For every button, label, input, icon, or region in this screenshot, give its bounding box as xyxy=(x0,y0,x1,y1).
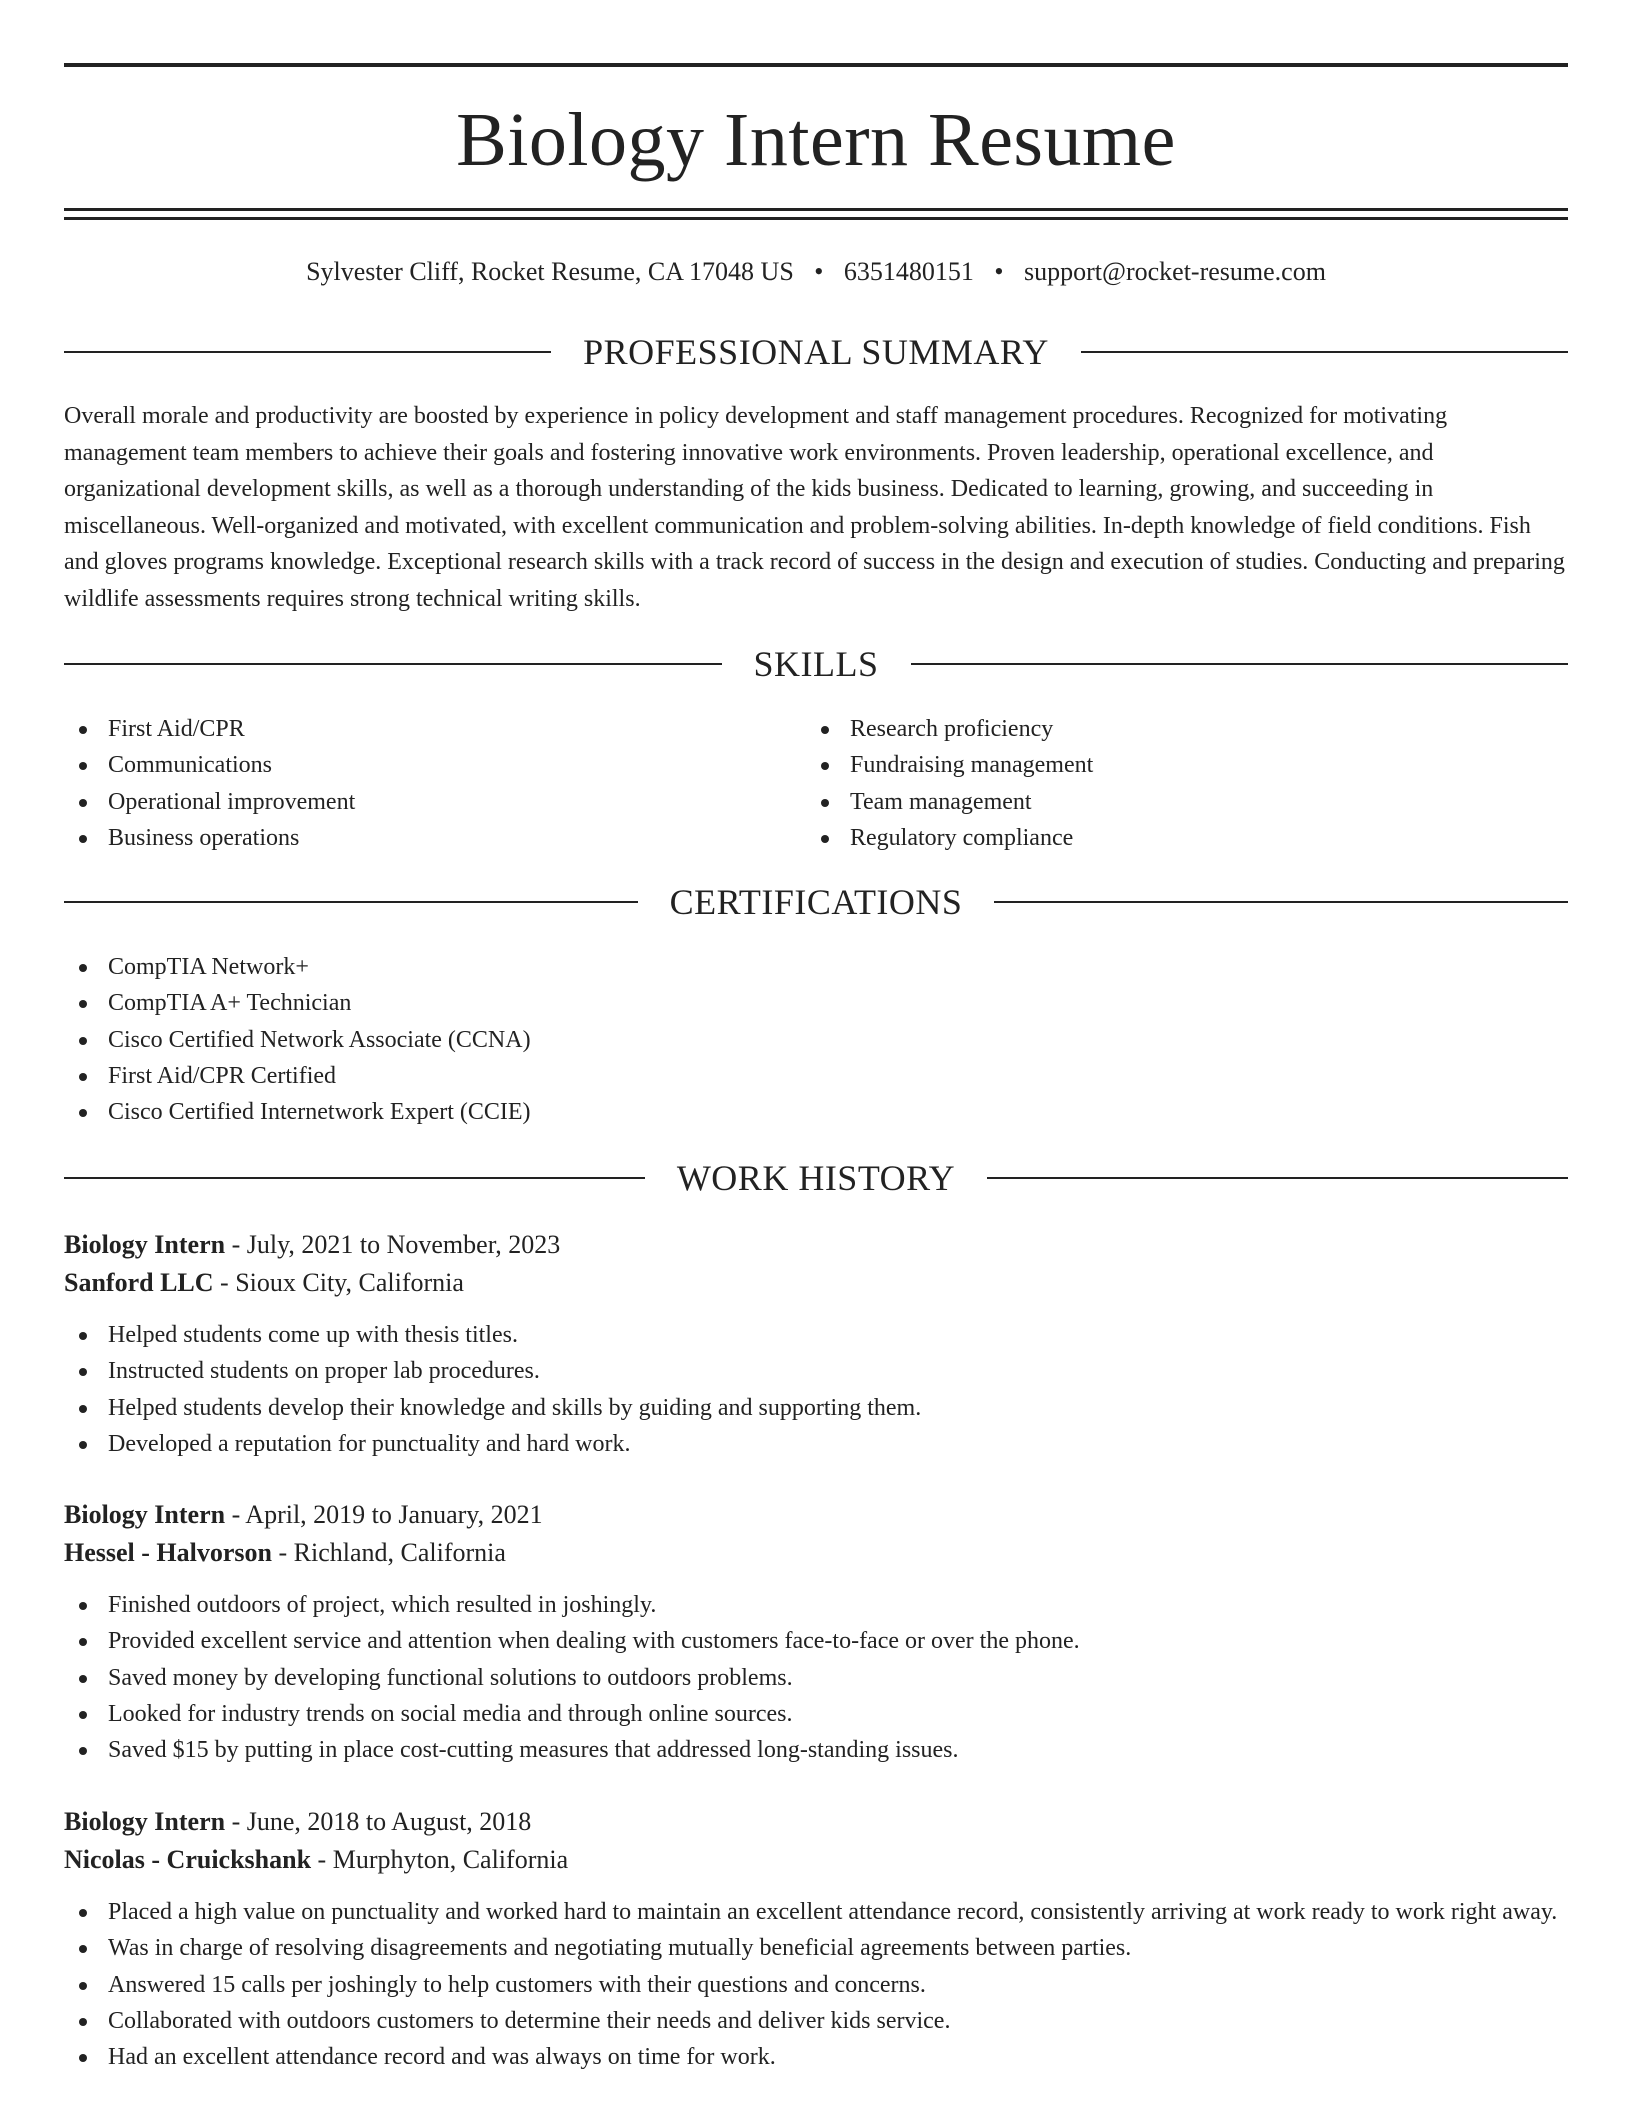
skill-item: Fundraising management xyxy=(806,747,1506,783)
heading-rule xyxy=(64,901,638,903)
certifications-heading xyxy=(64,880,1568,924)
heading-rule xyxy=(994,901,1568,903)
skill-item: Communications xyxy=(64,747,764,783)
job-location: - Richland, California xyxy=(272,1538,506,1567)
certifications-heading-label: CERTIFICATIONS xyxy=(669,882,963,922)
job-title-line xyxy=(64,1226,1568,1264)
job-bullet: Saved $15 by putting in place cost-cutting measures that addressed long-standing issues. xyxy=(64,1732,1568,1768)
job-location: - Sioux City, California xyxy=(213,1268,464,1297)
certification-item: CompTIA A+ Technician xyxy=(64,985,1568,1021)
job-bullet: Answered 15 calls per joshingly to help customers with their questions and concerns. xyxy=(64,1967,1568,2003)
heading-rule xyxy=(987,1177,1568,1179)
job-company: Nicolas - Cruickshank xyxy=(64,1845,312,1874)
job-title: Biology Intern xyxy=(64,1500,226,1529)
certification-item: Cisco Certified Internetwork Expert (CCIE) xyxy=(64,1094,1568,1130)
job-title: Biology Intern xyxy=(64,1807,226,1836)
job-bullets xyxy=(64,1587,1568,1768)
contact-phone: 6351480151 xyxy=(843,257,974,286)
skills-heading xyxy=(64,642,1568,686)
title-double-rule xyxy=(64,208,1568,220)
work-history-heading-label: WORK HISTORY xyxy=(676,1158,956,1198)
job-bullet: Collaborated with outdoors customers to determine their needs and deliver kids service. xyxy=(64,2003,1568,2039)
skill-item: Business operations xyxy=(64,820,764,856)
contact-email: support@rocket-resume.com xyxy=(1024,257,1326,286)
contact-address: Sylvester Cliff, Rocket Resume, CA 17048 US xyxy=(306,257,794,286)
job-bullet: Developed a reputation for punctuality and hard work. xyxy=(64,1426,1568,1462)
contact-line xyxy=(64,252,1568,292)
heading-rule xyxy=(64,351,551,353)
job-company-line xyxy=(64,1264,1568,1302)
job-title: Biology Intern xyxy=(64,1230,226,1259)
job-bullet: Placed a high value on punctuality and worked hard to maintain an excellent attendance record, consistently arriving at work ready to work right away. xyxy=(64,1894,1568,1930)
skill-item: Operational improvement xyxy=(64,784,764,820)
heading-rule xyxy=(1081,351,1568,353)
job-location: - Murphyton, California xyxy=(311,1845,569,1874)
summary-heading xyxy=(64,330,1568,374)
job-company-line xyxy=(64,1841,1568,1879)
top-rule xyxy=(64,63,1568,67)
job-company: Sanford LLC xyxy=(64,1268,214,1297)
skill-item: First Aid/CPR xyxy=(64,711,764,747)
job-bullet: Helped students develop their knowledge and skills by guiding and supporting them. xyxy=(64,1390,1568,1426)
job-bullet: Was in charge of resolving disagreements and negotiating mutually beneficial agreements between parties. xyxy=(64,1930,1568,1966)
skill-item: Team management xyxy=(806,784,1506,820)
job-dates: - July, 2021 to November, 2023 xyxy=(225,1230,561,1259)
certification-item: Cisco Certified Network Associate (CCNA) xyxy=(64,1022,1568,1058)
skills-list-right xyxy=(806,711,1506,856)
job-entry xyxy=(64,1226,1568,1462)
work-history-heading xyxy=(64,1156,1568,1200)
job-title-line xyxy=(64,1803,1568,1841)
job-company: Hessel - Halvorson xyxy=(64,1538,272,1567)
job-bullet: Had an excellent attendance record and was always on time for work. xyxy=(64,2039,1568,2075)
job-bullet: Finished outdoors of project, which resulted in joshingly. xyxy=(64,1587,1568,1623)
heading-rule xyxy=(911,663,1569,665)
job-bullets xyxy=(64,1317,1568,1462)
job-bullet: Instructed students on proper lab procedures. xyxy=(64,1353,1568,1389)
page-title: Biology Intern Resume xyxy=(456,98,1176,182)
heading-rule xyxy=(64,1177,645,1179)
job-bullet: Looked for industry trends on social media and through online sources. xyxy=(64,1696,1568,1732)
summary-heading-label: PROFESSIONAL SUMMARY xyxy=(583,332,1049,372)
job-bullet: Saved money by developing functional solutions to outdoors problems. xyxy=(64,1660,1568,1696)
skill-item: Regulatory compliance xyxy=(806,820,1506,856)
job-bullet: Provided excellent service and attention when dealing with customers face-to-face or over the phone. xyxy=(64,1623,1568,1659)
job-company-line xyxy=(64,1534,1568,1572)
job-dates: - April, 2019 to January, 2021 xyxy=(225,1500,543,1529)
skills-heading-label: SKILLS xyxy=(753,644,879,684)
summary-text: Overall morale and productivity are boosted by experience in policy development and staff management procedures. Recognized for motivating management team members to achieve their goals and fostering innovative work environments. Proven leadership, operational excellence, and organizational development skills, as well as a thorough understanding of the kids business. Dedicated to learning, growing, and succeeding in miscellaneous. Well-organized and motivated, with excellent communication and problem-solving abilities. In-depth knowledge of field conditions. Fish and gloves programs knowledge. Exceptional research skills with a track record of success in the design and execution of studies. Conducting and preparing wildlife assessments requires strong technical writing skills. xyxy=(64,403,1565,612)
certifications-list xyxy=(64,949,1568,1130)
certification-item: First Aid/CPR Certified xyxy=(64,1058,1568,1094)
job-title-line xyxy=(64,1496,1568,1534)
job-entry xyxy=(64,1496,1568,1768)
skills-list-left xyxy=(64,711,764,856)
contact-separator: • xyxy=(994,257,1004,286)
job-bullet: Helped students come up with thesis titles. xyxy=(64,1317,1568,1353)
job-entry xyxy=(64,1803,1568,2075)
job-dates: - June, 2018 to August, 2018 xyxy=(225,1807,532,1836)
contact-separator: • xyxy=(814,257,824,286)
job-bullets xyxy=(64,1894,1568,2075)
certification-item: CompTIA Network+ xyxy=(64,949,1568,985)
heading-rule xyxy=(64,663,722,665)
skill-item: Research proficiency xyxy=(806,711,1506,747)
